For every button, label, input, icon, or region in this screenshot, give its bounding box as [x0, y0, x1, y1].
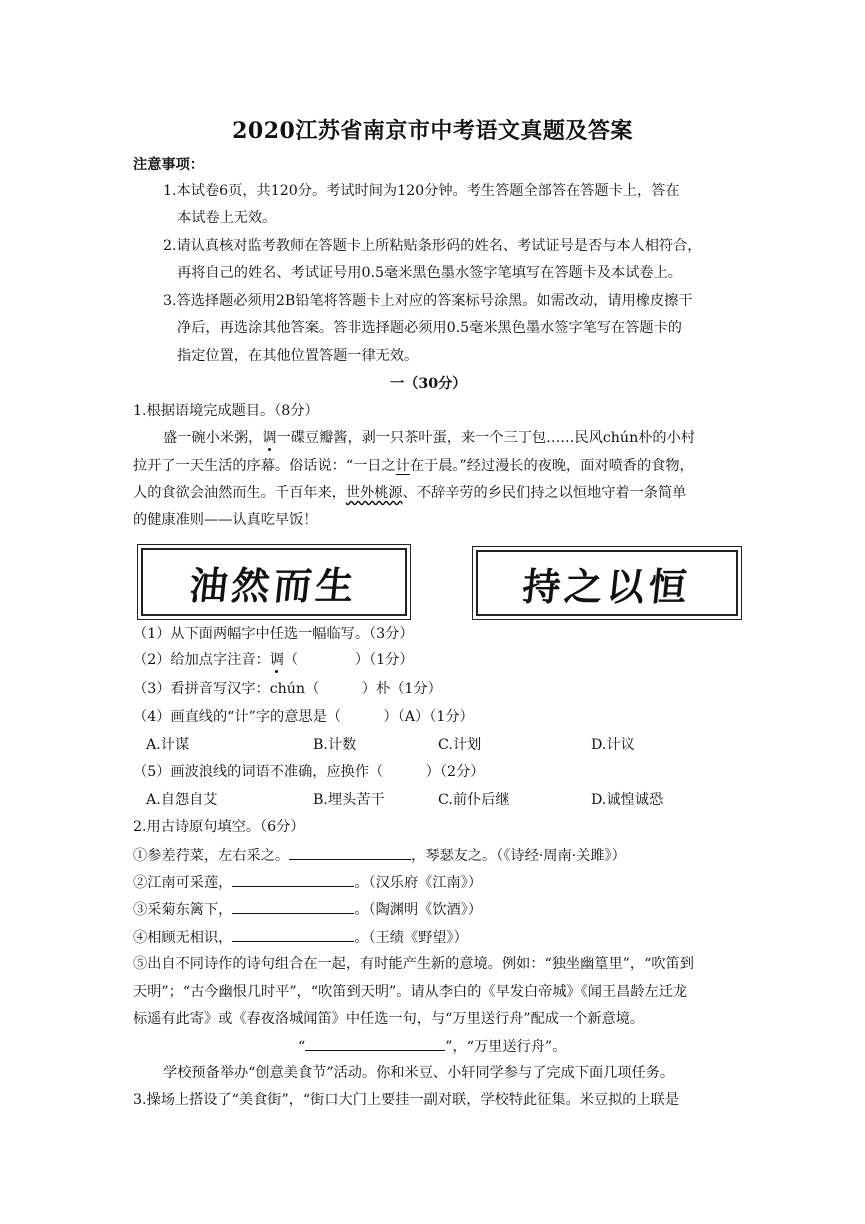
q2-line-4: ④相顾无相识， 。（王绩《野望》）	[133, 927, 468, 948]
q1-passage-line-1: 盛一碗小米粥，调一碟豆瓣酱，剥一只茶叶蛋，来一个三丁包……民风chún朴的小村	[163, 430, 695, 446]
q1-4-option-b: B.计数	[313, 737, 357, 753]
q1-stem: 1.根据语境完成题目。（8分）	[133, 403, 319, 419]
q1-4-option-d: D.计议	[591, 737, 635, 753]
section-title: 一（30分）	[390, 376, 467, 392]
notice-item-3: 3.答选择题必须用2B铅笔将答题卡上对应的答案标号涂黑。如需改动，请用橡皮擦干	[163, 293, 693, 309]
q1-passage-line-3: 人的食欲会油然而生。千百年来，世外桃源、不辞辛劳的乡民们持之以恒地守着一条简单	[133, 485, 687, 501]
q1-sub-5: （5）画波浪线的词语不准确，应换作（ ）（2分）	[133, 764, 485, 780]
notice-heading: 注意事项：	[133, 157, 204, 173]
q3-stem: 3.操场上搭设了“美食街”，“街口大门上要挂一副对联，学校特此征集。米豆拟的上联是	[133, 1092, 680, 1108]
q1-passage-line-2: 拉开了一天生活的序幕。俗话说：“一日之计在于晨。”经过漫长的夜晚，面对喷香的食物，	[133, 458, 694, 474]
answer-blank	[289, 845, 411, 860]
q1-sub-4: （4）画直线的“计”字的意思是（ ）（A）（1分）	[133, 709, 474, 725]
q1-sub-3: （3）看拼音写汉字：chún（ ）朴（1分）	[133, 681, 442, 697]
calligraphy-left: 油然而生	[141, 548, 407, 616]
answer-blank	[305, 1036, 445, 1051]
q2-line-6: “ ”，“万里送行舟”。	[298, 1036, 566, 1057]
q1-4-option-c: C.计划	[438, 737, 482, 753]
q2-line-1: ①参差荇菜，左右采之。 ，琴瑟友之。（《诗经·周南·关雎》）	[133, 845, 626, 866]
notice-item-3-cont2: 指定位置，在其他位置答题一律无效。	[177, 348, 419, 364]
notice-item-1-cont: 本试卷上无效。	[177, 210, 277, 226]
q2-line-3: ③采菊东篱下， 。（陶渊明《饮酒》）	[133, 899, 482, 920]
notice-item-2-cont: 再将自己的姓名、考试证号用0.5毫米黑色墨水签字笔填写在答题卡及本试卷上。	[177, 265, 682, 281]
notice-item-2: 2.请认真核对监考教师在答题卡上所粘贴条形码的姓名、考试证号是否与本人相符合，	[163, 238, 702, 254]
q2-line-5: ⑤出自不同诗作的诗句组合在一起，有时能产生新的意境。例如：“独坐幽篁里”，“吹笛到	[133, 956, 694, 972]
answer-blank	[232, 872, 354, 887]
wavy-word: 世外桃源	[345, 485, 403, 501]
q1-passage-line-4: 的健康准则——认真吃早饭！	[133, 512, 318, 528]
q1-sub-2: （2）给加点字注音：调（ ）（1分）	[133, 652, 414, 668]
answer-blank	[232, 899, 354, 914]
page-title: 2020江苏省南京市中考语文真题及答案	[232, 118, 633, 144]
q2-stem: 2.用古诗原句填空。（6分）	[133, 819, 305, 835]
q1-5-option-c: C.前仆后继	[438, 792, 510, 808]
q2-line-5-cont: 天明”；“古今幽恨几时平”，“吹笛到天明”。请从李白的《早发白帝城》《闻王昌龄左迁龙	[133, 984, 688, 1000]
answer-blank	[232, 927, 354, 942]
q1-4-option-a: A.计谋	[146, 737, 190, 753]
q1-5-option-a: A.自怨自艾	[146, 792, 218, 808]
q2-line-5-cont2: 标遥有此寄》或《春夜洛城闻笛》中任选一句，与“万里送行舟”配成一个新意境。	[133, 1011, 645, 1027]
notice-item-3-cont: 净后，再选涂其他答案。答非选择题必须用0.5毫米黑色墨水签字笔写在答题卡的	[177, 320, 682, 336]
q1-5-option-d: D.诚惶诚恐	[591, 792, 664, 808]
underlined-char: 计	[395, 458, 410, 474]
q2-line-2: ②江南可采莲， 。（汉乐府《江南》）	[133, 872, 482, 893]
calligraphy-right: 持之以恒	[476, 550, 738, 616]
dotted-char: 调	[262, 430, 277, 446]
notice-item-1: 1.本试卷6页，共120分。考试时间为120分钟。考生答题全部答在答题卡上，答在	[163, 183, 680, 199]
dotted-char: 调	[269, 652, 284, 668]
q1-5-option-b: B.埋头苦干	[313, 792, 385, 808]
q1-sub-1: （1）从下面两幅字中任选一幅临写。（3分）	[133, 626, 414, 642]
activity-intro: 学校预备举办“创意美食节”活动。你和米豆、小轩同学参与了完成下面几项任务。	[163, 1065, 675, 1081]
